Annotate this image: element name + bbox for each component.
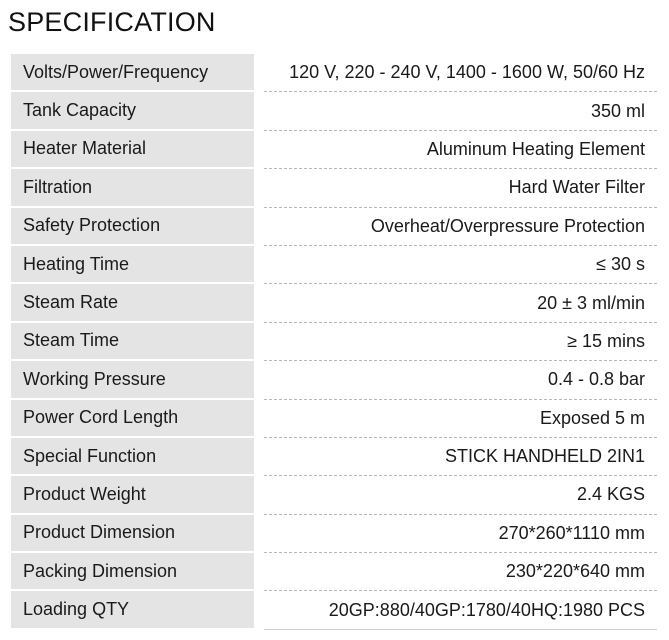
spec-value: ≥ 15 mins bbox=[264, 323, 657, 361]
spec-row-product-dimension bbox=[11, 515, 657, 553]
spec-value: 0.4 - 0.8 bar bbox=[264, 361, 657, 399]
spec-row-steam-rate bbox=[11, 284, 657, 322]
spec-value: Aluminum Heating Element bbox=[264, 131, 657, 169]
spec-row-tank-capacity bbox=[11, 92, 657, 130]
page-title: SPECIFICATION bbox=[8, 7, 216, 37]
spec-row-safety-protection bbox=[11, 208, 657, 246]
spec-value: 20 ± 3 ml/min bbox=[264, 284, 657, 322]
spec-value: 2.4 KGS bbox=[264, 476, 657, 514]
spec-row-heating-time bbox=[11, 246, 657, 284]
spec-label: Working Pressure bbox=[11, 361, 254, 399]
spec-value: Overheat/Overpressure Protection bbox=[264, 208, 657, 246]
spec-value: Exposed 5 m bbox=[264, 400, 657, 438]
spec-row-special-function bbox=[11, 438, 657, 476]
spec-row-filtration bbox=[11, 169, 657, 207]
spec-label: Filtration bbox=[11, 169, 254, 207]
spec-value: Hard Water Filter bbox=[264, 169, 657, 207]
spec-value: 350 ml bbox=[264, 92, 657, 130]
spec-label: Product Weight bbox=[11, 476, 254, 514]
spec-value: 270*260*1110 mm bbox=[264, 515, 657, 553]
spec-label: Safety Protection bbox=[11, 208, 254, 246]
spec-row-product-weight bbox=[11, 476, 657, 514]
spec-row-working-pressure bbox=[11, 361, 657, 399]
spec-value: 120 V, 220 - 240 V, 1400 - 1600 W, 50/60 Hz bbox=[264, 54, 657, 92]
spec-row-heater-material bbox=[11, 131, 657, 169]
spec-value: 230*220*640 mm bbox=[264, 553, 657, 591]
spec-label: Power Cord Length bbox=[11, 400, 254, 438]
spec-row-volts-power-frequency bbox=[11, 54, 657, 92]
spec-label: Steam Rate bbox=[11, 284, 254, 322]
spec-label: Tank Capacity bbox=[11, 92, 254, 130]
spec-row-power-cord-length bbox=[11, 400, 657, 438]
spec-label: Volts/Power/Frequency bbox=[11, 54, 254, 92]
spec-label: Special Function bbox=[11, 438, 254, 476]
spec-label: Heater Material bbox=[11, 131, 254, 169]
spec-label: Steam Time bbox=[11, 323, 254, 361]
spec-label: Packing Dimension bbox=[11, 553, 254, 591]
spec-row-packing-dimension bbox=[11, 553, 657, 591]
spec-label: Heating Time bbox=[11, 246, 254, 284]
spec-row-loading-qty bbox=[11, 591, 657, 629]
spec-label: Product Dimension bbox=[11, 515, 254, 553]
spec-label: Loading QTY bbox=[11, 591, 254, 629]
specification-table bbox=[11, 54, 657, 630]
spec-value: STICK HANDHELD 2IN1 bbox=[264, 438, 657, 476]
spec-value: 20GP:880/40GP:1780/40HQ:1980 PCS bbox=[264, 591, 657, 629]
spec-value: ≤ 30 s bbox=[264, 246, 657, 284]
spec-row-steam-time bbox=[11, 323, 657, 361]
